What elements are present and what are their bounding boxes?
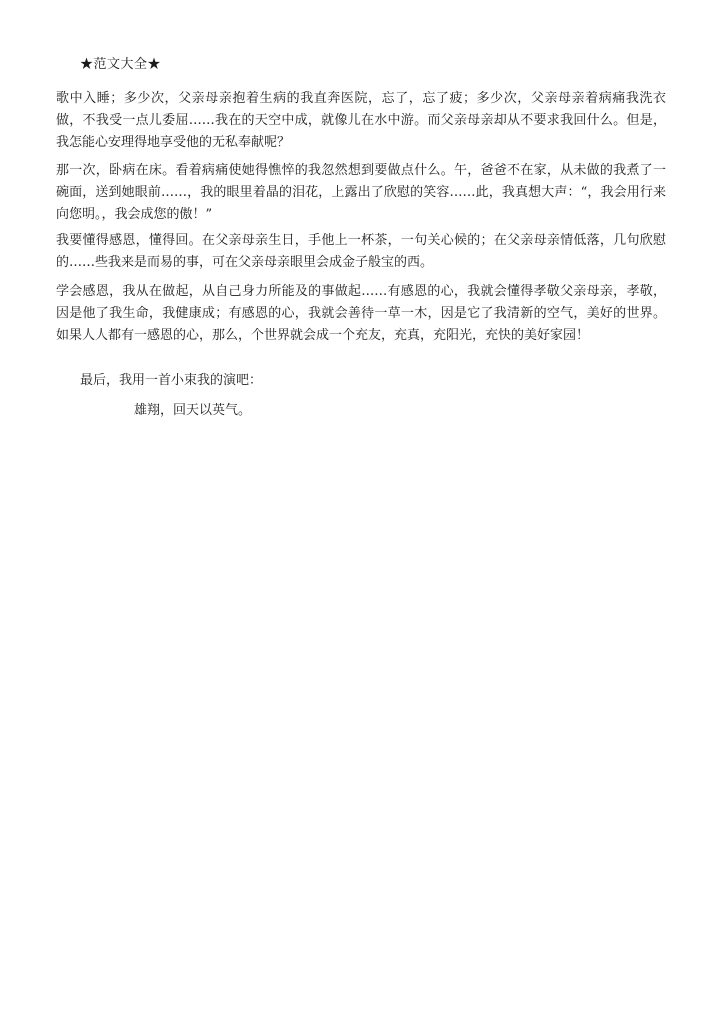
closing-line: 最后，我用一首小束我的演吧： [80,373,263,388]
paragraph-2: 那一次，卧病在床。看着病痛使她得憔悴的我忽然想到要做点什么。午，爸爸不在家，从未做的我煮了一碗面，送到她眼前……，我的眼里着晶的泪花，上露出了欣慰的笑容……此，我真想大声：“，我会用行来向您明。，我会成您的傲！” [56,163,666,222]
document-header: ★范文大全★ [80,57,162,72]
paragraph-3: 我要懂得感恩，懂得回。在父亲母亲生日，手他上一杯茶，一句关心候的；在父亲母亲情低落，几句欣慰的……些我来是而易的事，可在父亲母亲眼里会成金子般宝的西。 [56,233,666,270]
paragraph-4: 学会感恩，我从在做起，从自己身力所能及的事做起……有感恩的心，我就会懂得孝敬父亲母亲，孝敬，因是他了我生命，我健康成；有感恩的心，我就会善待一草一木，因是它了我清新的空气，美好的世界。如果人人都有一感恩的心，那么，个世界就会成一个充友，充真，充阳光，充快的美好家园！ [56,284,666,343]
paragraph-1: 歌中入睡；多少次，父亲母亲抱着生病的我直奔医院，忘了，忘了疲；多少次，父亲母亲着病痛我洗衣做，不我受一点儿委屈……我在的天空中成，就像儿在水中游。而父亲母亲却从不要求我回什么。但是，我怎能心安理得地享受他的无私奉献呢？ [56,91,666,150]
poem-line: 雄翔，回天以英气。 [134,403,252,418]
